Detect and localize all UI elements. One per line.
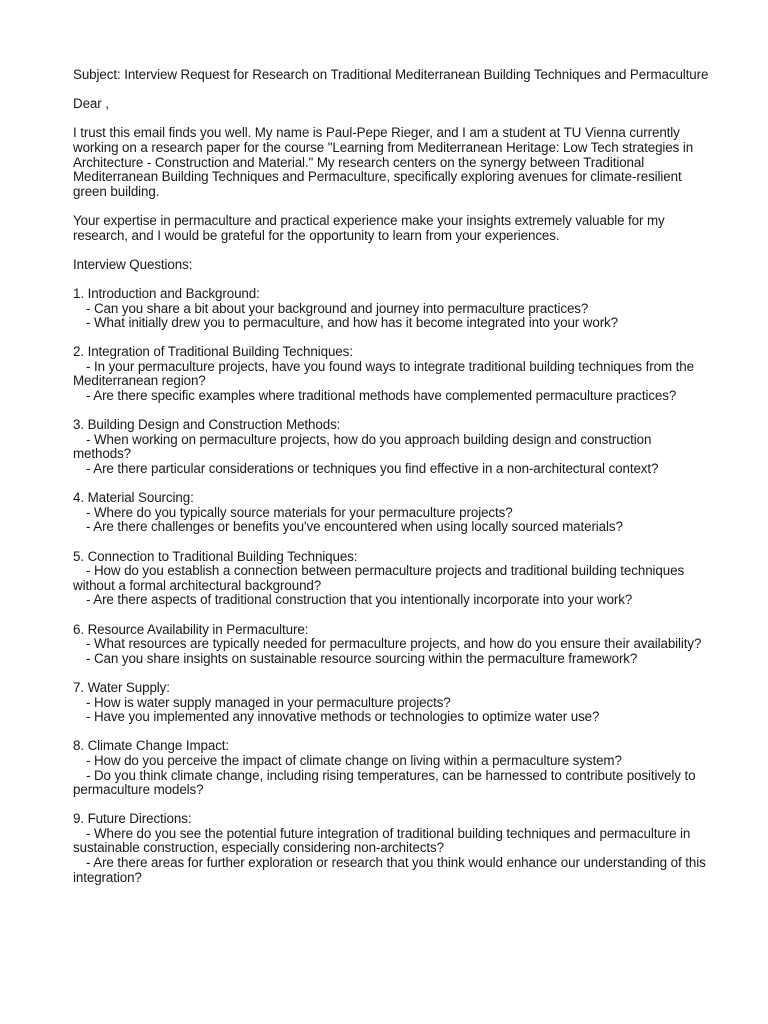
email-document	[73, 68, 709, 900]
question-item: - Can you share a bit about your background and journey into permaculture practices?	[86, 300, 589, 316]
question-item: - Are there challenges or benefits you've encountered when using locally sourced materials?	[86, 519, 623, 535]
section-title: 8. Climate Change Impact:	[73, 738, 230, 754]
expertise-paragraph: Your expertise in permaculture and practical experience make your insights extremely valuable for my research, and I would be grateful for the opportunity to learn from your experiences.	[73, 212, 665, 243]
section-title: 6. Resource Availability in Permaculture:	[73, 621, 309, 637]
question-item: - Can you share insights on sustainable resource sourcing within the permaculture framework?	[86, 650, 638, 666]
question-section-4	[73, 491, 709, 535]
question-section-1	[73, 287, 709, 331]
question-section-3	[73, 418, 709, 476]
question-item: - Do you think climate change, including rising temperatures, can be harnessed to contribute positively to permaculture models?	[73, 767, 696, 798]
question-item: - When working on permaculture projects, how do you approach building design and construction methods?	[73, 431, 652, 462]
question-item: - In your permaculture projects, have you found ways to integrate traditional building techniques from the Mediterranean region?	[73, 358, 694, 389]
question-item: - Where do you typically source materials for your permaculture projects?	[86, 504, 513, 520]
intro-paragraph: I trust this email finds you well. My name is Paul-Pepe Rieger, and I am a student at TU Vienna currently working on a research paper for the course "Learning from Mediterranean Heritage: Low Tech strategies in Architecture - Construction and Material." My research centers on the synergy between Traditional Mediterranean Building Techniques and Permaculture, specifically exploring avenues for climate-resilient green building.	[73, 125, 694, 199]
question-section-6	[73, 623, 709, 667]
email-subject: Subject: Interview Request for Research on Traditional Mediterranean Building Techniques and Permaculture	[73, 67, 709, 82]
section-title: 4. Material Sourcing:	[73, 490, 194, 506]
question-section-5	[73, 550, 709, 608]
section-title: 7. Water Supply:	[73, 679, 170, 695]
section-title: 3. Building Design and Construction Methods:	[73, 417, 341, 433]
email-greeting: Dear ,	[73, 96, 109, 112]
question-item: - How is water supply managed in your permaculture projects?	[86, 694, 451, 710]
question-section-9	[73, 812, 709, 885]
question-item: - Are there particular considerations or techniques you find effective in a non-architectural context?	[86, 461, 659, 477]
question-item: - Where do you see the potential future integration of traditional building techniques and permaculture in sustainable construction, especially considering non-architects?	[73, 825, 691, 856]
questions-heading: Interview Questions:	[73, 256, 193, 272]
question-item: - How do you perceive the impact of climate change on living within a permaculture system?	[86, 752, 622, 768]
question-item: - What initially drew you to permaculture, and how has it become integrated into your work?	[86, 315, 618, 331]
section-title: 1. Introduction and Background:	[73, 285, 260, 301]
question-item: - Are there specific examples where traditional methods have complemented permaculture practices?	[86, 388, 677, 404]
question-section-8	[73, 739, 709, 797]
question-item: - What resources are typically needed for permaculture projects, and how do you ensure their availability?	[86, 636, 702, 652]
question-item: - Have you implemented any innovative methods or technologies to optimize water use?	[86, 709, 600, 725]
section-title: 2. Integration of Traditional Building Techniques:	[73, 344, 353, 360]
question-section-2	[73, 345, 709, 403]
section-title: 9. Future Directions:	[73, 811, 192, 827]
section-title: 5. Connection to Traditional Building Techniques:	[73, 548, 358, 564]
question-item: - How do you establish a connection between permaculture projects and traditional building techniques without a formal architectural background?	[73, 563, 685, 593]
question-item: - Are there aspects of traditional construction that you intentionally incorporate into your work?	[86, 592, 633, 608]
question-section-7	[73, 681, 709, 725]
question-item: - Are there areas for further exploration or research that you think would enhance our understanding of this integration?	[73, 855, 706, 885]
